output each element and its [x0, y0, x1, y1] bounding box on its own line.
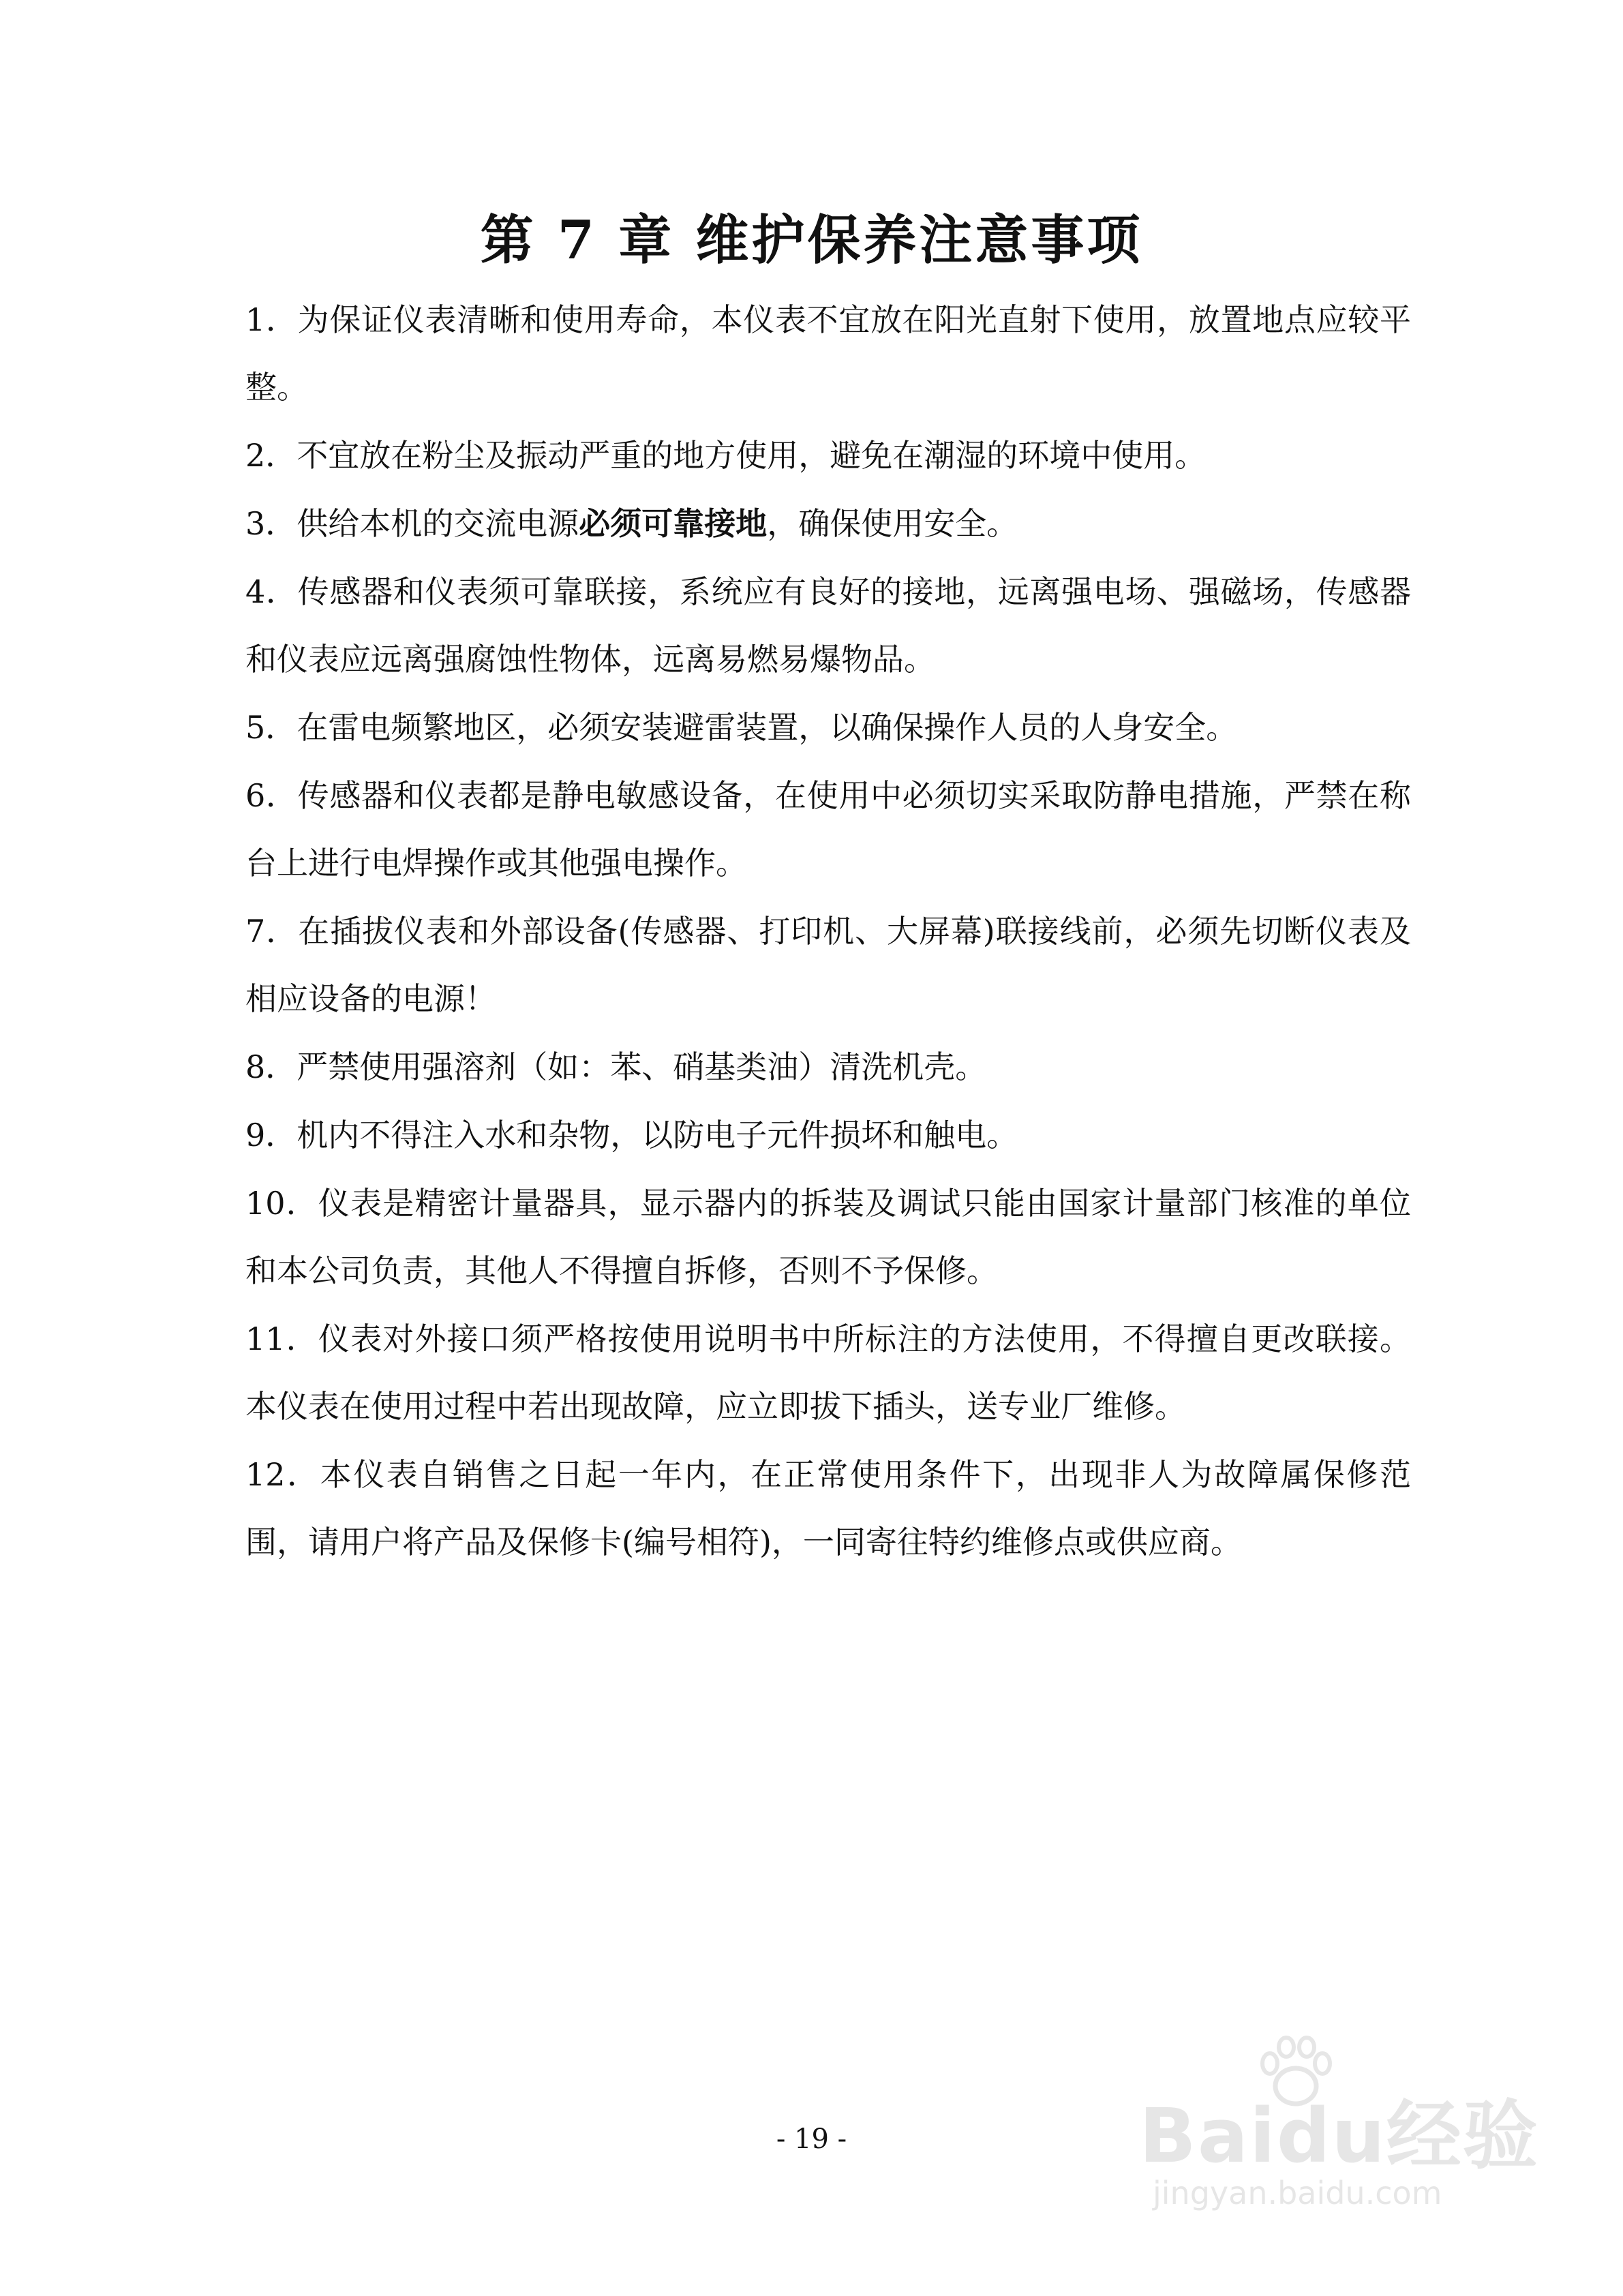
baidu-watermark [1139, 2035, 1539, 2219]
watermark-brand: Baidu经验 [1139, 2092, 1539, 2179]
list-item [245, 490, 1411, 558]
list-item: 7．在插拔仪表和外部设备(传感器、打印机、大屏幕)联接线前，必须先切断仪表及相应设备的电源！ [245, 913, 1411, 1017]
list-item: 6．传感器和仪表都是静电敏感设备，在使用中必须切实采取防静电措施，严禁在称台上进行电焊操作或其他强电操作。 [245, 777, 1411, 881]
list-item: 9．机内不得注入水和杂物，以防电子元件损坏和触电。 [245, 1117, 1018, 1153]
chapter-title: 第 7 章 维护保养注意事项 [480, 209, 1143, 271]
list-item: 1．为保证仪表清晰和使用寿命，本仪表不宜放在阳光直射下使用，放置地点应较平整。 [245, 301, 1411, 406]
list-item: 4．传感器和仪表须可靠联接，系统应有良好的接地，远离强电场、强磁场，传感器和仪表应远离强腐蚀性物体，远离易燃易爆物品。 [245, 573, 1411, 678]
list-item: 5．在雷电频繁地区，必须安装避雷装置，以确保操作人员的人身安全。 [245, 709, 1238, 746]
item-text: ，确保使用安全。 [767, 505, 1018, 542]
list-item: 10．仪表是精密计量器具，显示器内的拆装及调试只能由国家计量部门核准的单位和本公司负责，其他人不得擅自拆修，否则不予保修。 [245, 1185, 1411, 1289]
emphasized-text: 必须可靠接地 [579, 505, 768, 542]
item-text: 3．供给本机的交流电源 [245, 505, 579, 542]
watermark-url: jingyan.baidu.com [1153, 2175, 1442, 2211]
maintenance-notes-list [245, 286, 1411, 1577]
page-number: - 19 - [776, 2124, 847, 2155]
list-item: 2．不宜放在粉尘及振动严重的地方使用，避免在潮湿的环境中使用。 [245, 437, 1207, 474]
list-item: 8．严禁使用强溶剂（如：苯、硝基类油）清洗机壳。 [245, 1048, 987, 1085]
list-item: 12．本仪表自销售之日起一年内，在正常使用条件下，出现非人为故障属保修范围，请用户将产品及保修卡(编号相符)，一同寄往特约维修点或供应商。 [245, 1456, 1411, 1560]
list-item: 11．仪表对外接口须严格按使用说明书中所标注的方法使用，不得擅自更改联接。本仪表在使用过程中若出现故障，应立即拔下插头，送专业厂维修。 [245, 1320, 1411, 1425]
